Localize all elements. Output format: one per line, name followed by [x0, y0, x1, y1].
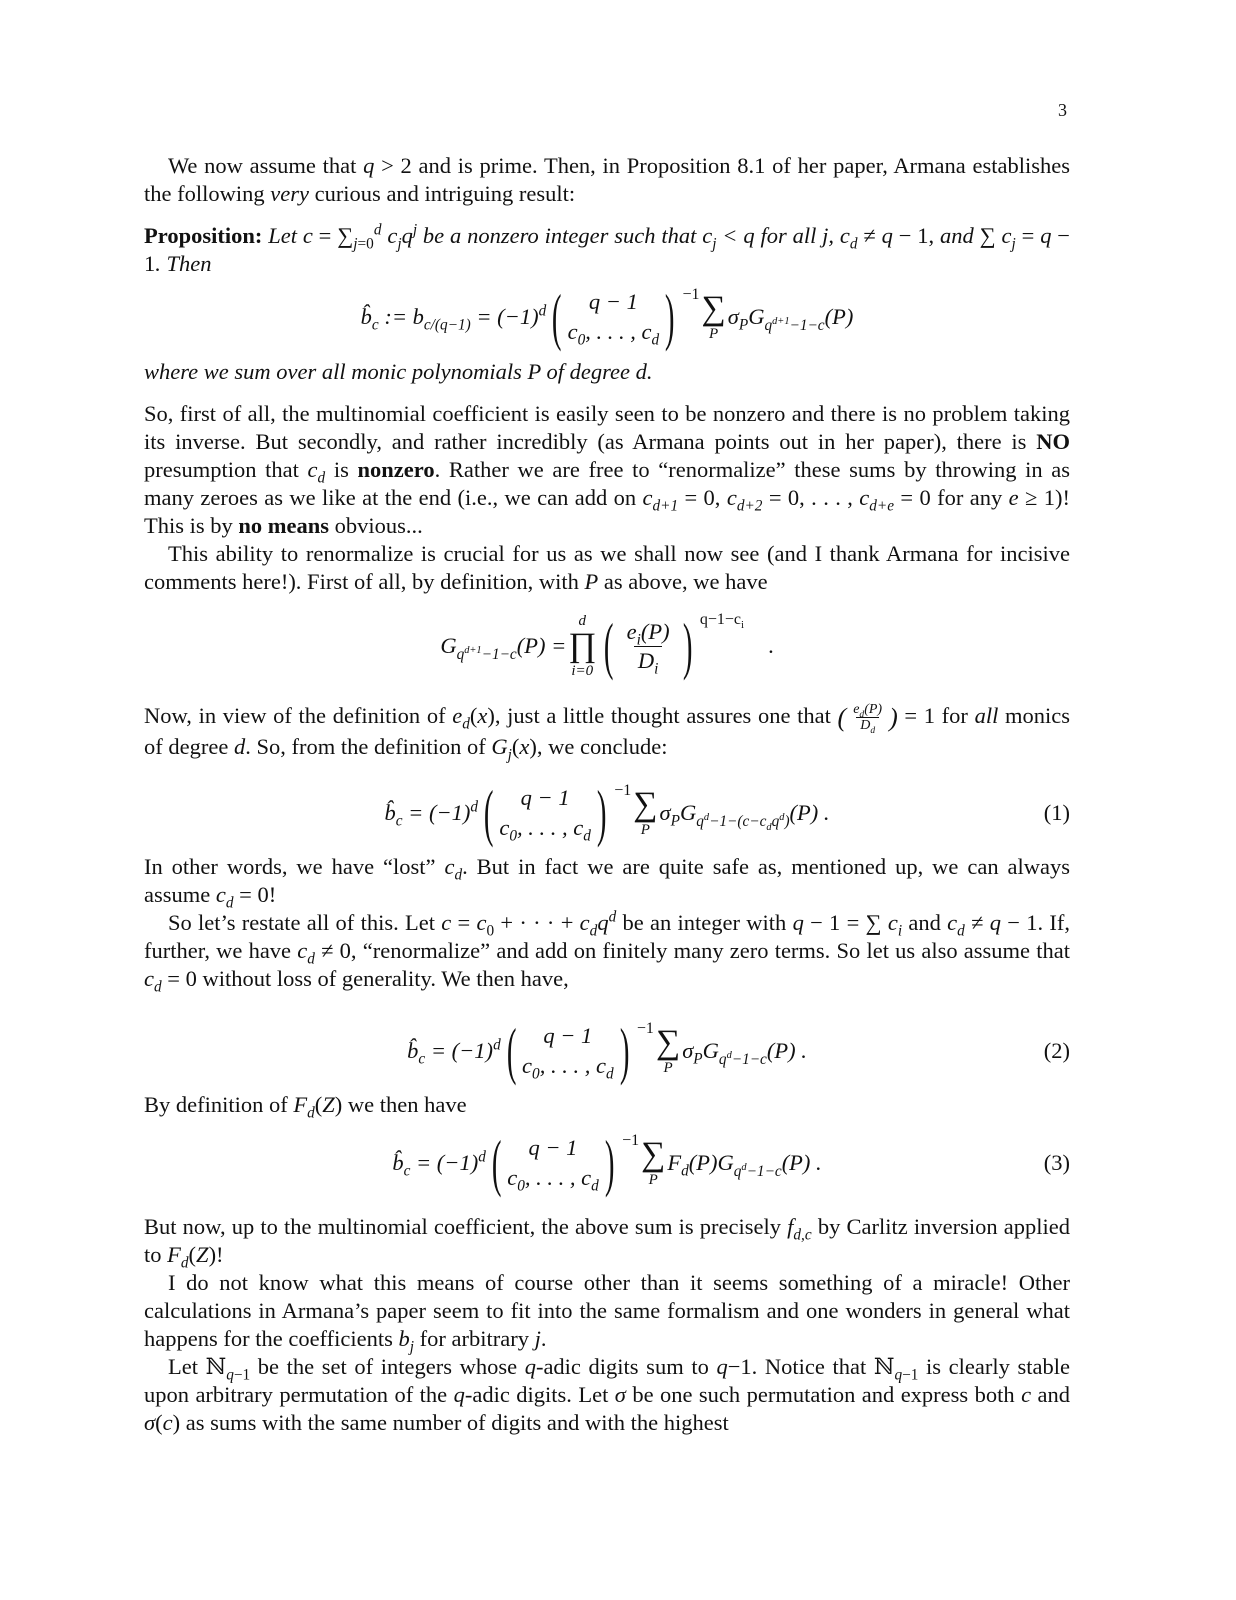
proposition-conclusion: where we sum over all monic polynomials P of degree d. [144, 359, 653, 384]
paragraph-permutation: Let ℕ$_{q-1}$ be the set of integers whose q-adic digits sum to q−1. Notice that ℕ$_{q-1}$ is clearly stable upon arbitrary permutation of the q-adic digits. Let σ be one such permutation and express both c and σ(c) as sums with the same number of digits and with the highest [144, 1354, 1070, 1436]
equation-1: $b̂_c = (-1)^d$ ( q − 1 $c_0$, . . . , $c_d$ ) −1 ∑ P $\sigma_PG_{q^d-1-(c-c_dq^d)}(P)$ . (1) [384, 777, 1070, 849]
paragraph-miracle: I do not know what this means of course other than it seems something of a miracle! Other calculations in Armana’s paper seem to fit into the same formalism and one wonders in general what happens for the coefficients $b_j$ for arbitrary j. [144, 1270, 1070, 1356]
proposition-heading: Proposition: [144, 223, 263, 248]
equation-number-2: (2) [1043, 1038, 1070, 1064]
proposition: Proposition: Let $c = \sum_{j=0}^d$ $c_jq^j$ be a nonzero integer such that $c_j < q$ for all j, $c_d \ne q - 1$, and ∑ $c_j = q - 1$. Then [144, 221, 1070, 276]
paragraph-renormalize: So, first of all, the multinomial coefficient is easily seen to be nonzero and there is no problem taking its inverse. But secondly, and rather incredibly (as Armana points out in her paper), there is NO presumption that $c_d$ is nonzero. Rather we are free to “renormalize” these sums by throwing in as many zeroes as we like at the end (i.e., we can add on $c_{d+1} = 0$, $c_{d+2} = 0$, . . . , $c_{d+e} = 0$ for any e ≥ 1)! This is by no means obvious... [144, 401, 1071, 538]
page-number: 3 [1058, 100, 1067, 120]
paragraph-monics: Now, in view of the definition of $e_d(x)$, just a little thought assures one that ( $\frac{e_d(P)}{D_d}$ ) = 1 for all monics of degree d. So, from the definition of $G_j(x)$, we conclude: [144, 702, 1071, 764]
equation-proposition: $b̂_c$ := $b_{c/(q-1)} = (-1)^d$ ( q − 1 $c_0$, . . . , $c_d$ ) −1 ∑ P $\sigma_PG_{q^{d+1}-1-c}(P)$ [360, 281, 854, 352]
paragraph-ability: This ability to renormalize is crucial for us as we shall now see (and I thank Armana for incisive comments here!). First of all, by definition, with P as above, we have [144, 541, 1070, 594]
equation-2: $b̂_c = (-1)^d$ ( q − 1 $c_0$, . . . , $c_d$ ) −1 ∑ P $\sigma_PG_{q^d-1-c}(P)$ . (2) [407, 1015, 1070, 1087]
paragraph-carlitz: But now, up to the multinomial coefficient, the above sum is precisely $f_{d,c}$ by Carlitz inversion applied to $F_d(Z)$! [144, 1214, 1070, 1272]
page-body [144, 152, 1070, 1437]
paragraph-lost: In other words, we have “lost” $c_d$. But in fact we are quite safe as, mentioned up, we can always assume $c_d = 0$! [144, 854, 1070, 912]
equation-G-product: $G_{q^{d+1}-1-c}(P)$ = d ∏ i=0 ( $\frac{e_i(P)}{D_i}$ ) $q-1-c_i$ . [440, 610, 774, 681]
paragraph-assumption: We now assume that q > 2 and is prime. Then, in Proposition 8.1 of her paper, Armana establishes the following very curious and intriguing result: [144, 153, 1071, 206]
equation-number-1: (1) [1043, 800, 1070, 826]
paragraph-definition-F: By definition of $F_d(Z)$ we then have [144, 1092, 467, 1122]
paragraph-restate: So let’s restate all of this. Let $c = c_0$ + · · · + $c_dq^d$ be an integer with q − 1 = ∑ $c_i$ and $c_d \ne q - 1$. If, further, we have $c_d \ne 0$, “renormalize” and add on finitely many zero terms. So let us also assume that $c_d = 0$ without loss of generality. We then have, [144, 908, 1070, 996]
equation-3: $b̂_c = (-1)^d$ ( q − 1 $c_0$, . . . , $c_d$ ) −1 ∑ P $F_d(P)G_{q^d-1-c}(P)$ . (3) [392, 1127, 1070, 1199]
equation-number-3: (3) [1043, 1150, 1070, 1176]
